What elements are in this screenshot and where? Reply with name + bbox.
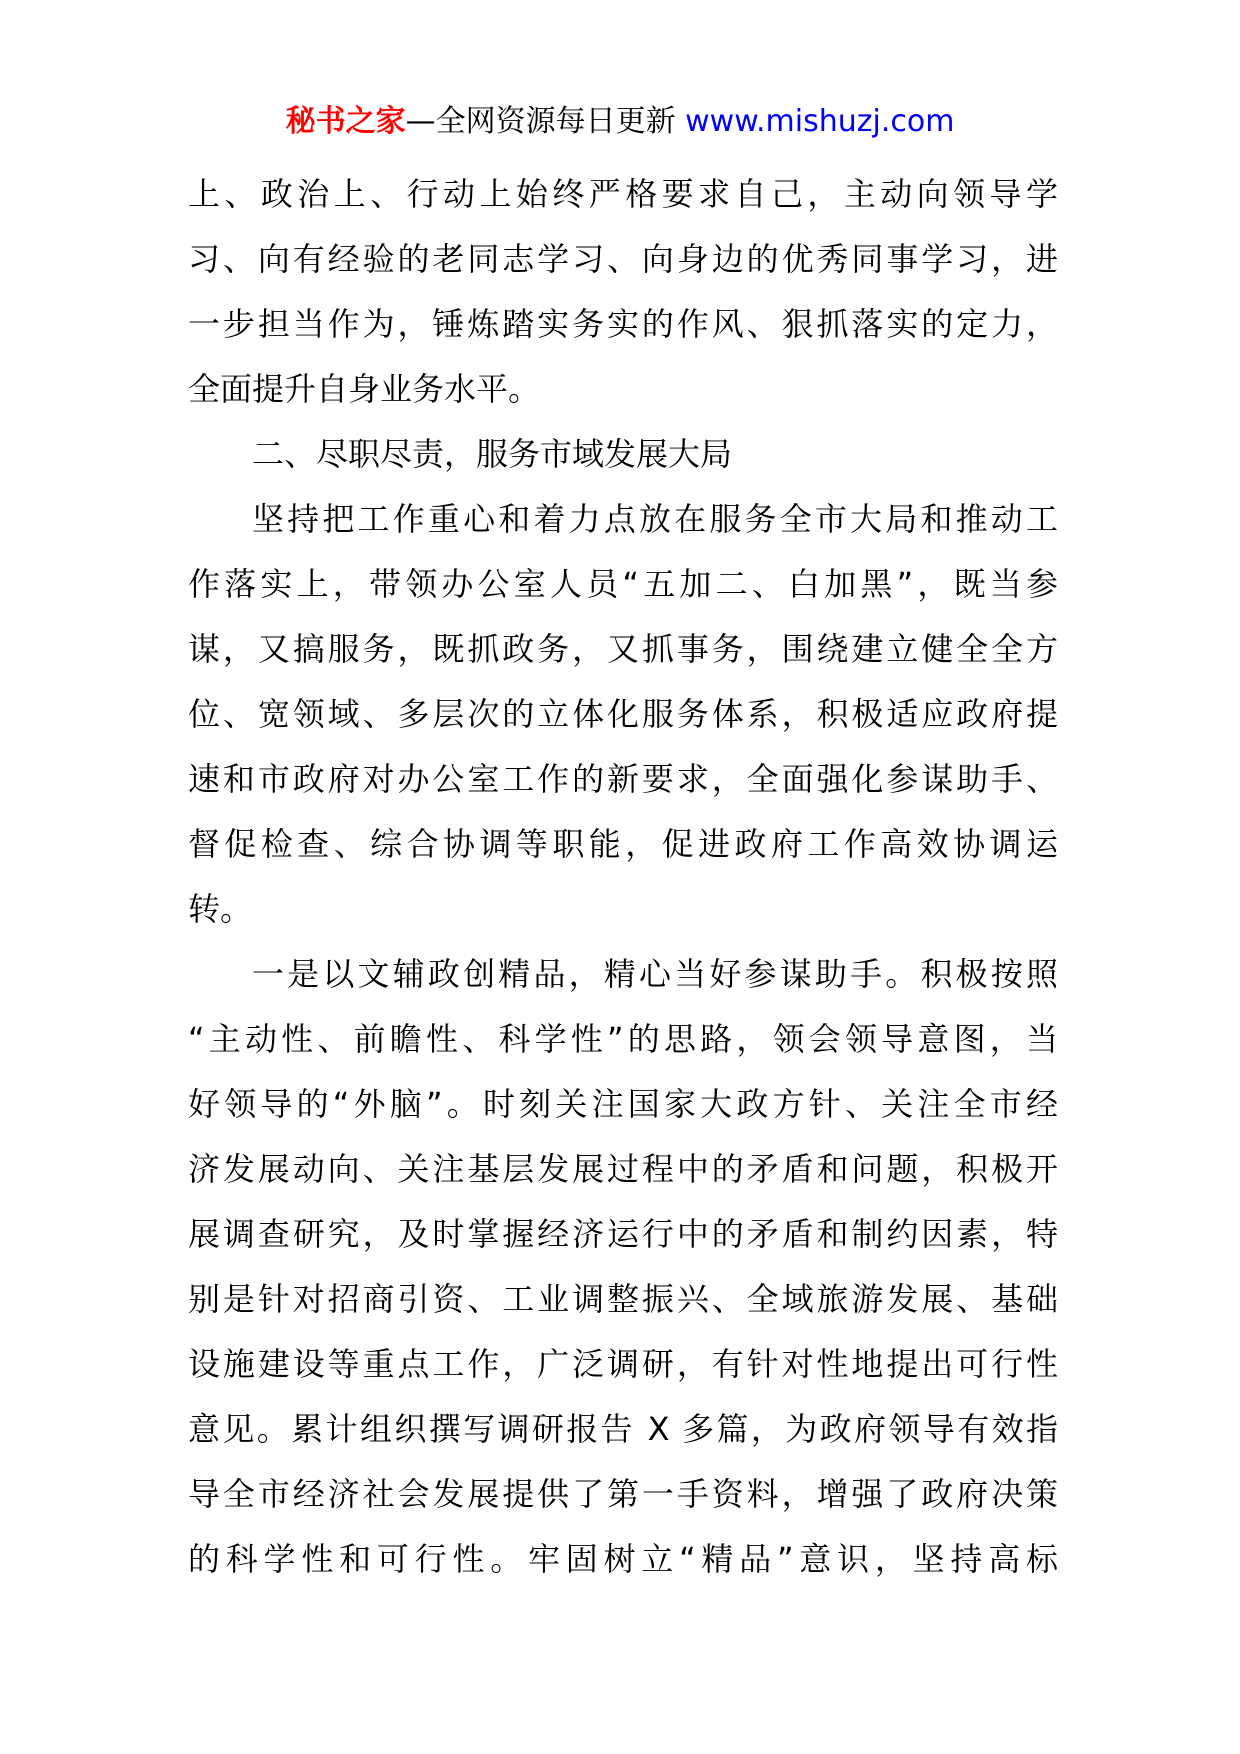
text-line: 转。 — [188, 890, 253, 928]
text-line: 导全市经济社会发展提供了第一手资料，增强了政府决策 — [188, 1475, 1058, 1513]
text-line: 上、政治上、行动上始终严格要求自己，主动向领导学 — [188, 175, 1058, 213]
text-line: 位、宽领域、多层次的立体化服务体系，积极适应政府提 — [188, 695, 1058, 733]
text-line: 别是针对招商引资、工业调整振兴、全域旅游发展、基础 — [188, 1280, 1058, 1318]
text-line: 坚持把工作重心和着力点放在服务全市大局和推动工 — [252, 500, 1058, 538]
text-line: 谋，又搞服务，既抓政务，又抓事务，围绕建立健全全方 — [188, 630, 1058, 668]
header-tagline: —全网资源每日更新 — [405, 104, 676, 139]
text-line: 好领导的“外脑”。时刻关注国家大政方针、关注全市经 — [188, 1085, 1058, 1123]
text-line: 设施建设等重点工作，广泛调研，有针对性地提出可行性 — [188, 1345, 1058, 1383]
brand-name: 秘书之家 — [285, 104, 406, 139]
text-line: 速和市政府对办公室工作的新要求，全面强化参谋助手、 — [188, 760, 1058, 798]
text-line: 全面提升自身业务水平。 — [188, 370, 541, 408]
text-line: 展调查研究，及时掌握经济运行中的矛盾和制约因素，特 — [188, 1215, 1058, 1253]
text-line: “主动性、前瞻性、科学性”的思路，领会领导意图，当 — [188, 1020, 1058, 1058]
section-heading: 二、尽职尽责，服务市域发展大局 — [252, 435, 733, 473]
document-body — [188, 162, 1058, 1592]
site-url-link[interactable]: www.mishuzj.com — [685, 104, 955, 139]
text-line: 济发展动向、关注基层发展过程中的矛盾和问题，积极开 — [188, 1150, 1058, 1188]
text-line: 的科学性和可行性。牢固树立“精品”意识，坚持高标 — [188, 1540, 1058, 1578]
text-line: 督促检查、综合协调等职能，促进政府工作高效协调运 — [188, 825, 1058, 863]
watermark-header — [0, 100, 1240, 144]
text-line: 一步担当作为，锤炼踏实务实的作风、狠抓落实的定力， — [188, 305, 1058, 343]
text-line: 作落实上，带领办公室人员“五加二、白加黑”，既当参 — [188, 565, 1058, 603]
text-line: 一是以文辅政创精品，精心当好参谋助手。积极按照 — [252, 955, 1058, 993]
text-line: 意见。累计组织撰写调研报告 X 多篇，为政府领导有效指 — [188, 1410, 1058, 1448]
text-line: 习、向有经验的老同志学习、向身边的优秀同事学习，进 — [188, 240, 1058, 278]
